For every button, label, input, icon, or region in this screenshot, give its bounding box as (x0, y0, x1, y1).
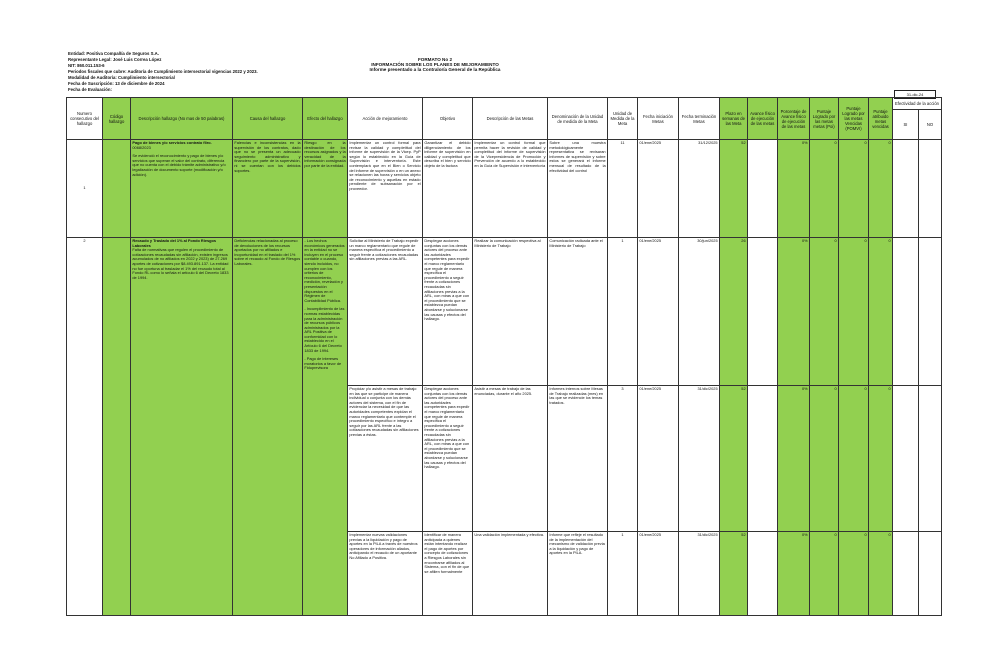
efectividad-no (919, 532, 942, 616)
puntaje-poi: 0 (810, 532, 839, 616)
denominacion-unidad: Informes internos sobre Mesas de Trabajo realizadas (mes) en las que se evidencie los temas tratados. (548, 386, 608, 532)
header-numero: Numero consecutivo del hallazgo (67, 98, 103, 140)
efectividad-si (893, 532, 919, 616)
unidad-medida: 1 (608, 532, 638, 616)
objetivo: Desplegar acciones conjuntas con los demás actores del proceso ante las autoridades competentes para expedir el marco reglamentario que regule de manera específica el procedimiento a seguir frente a cotizaciones recaudadas sin afiliaciones previas a la ARL, con miras a que con el procedimiento que se establezca puedan abordarse y solucionarse las causas y efectos del hallazgo. (423, 386, 473, 532)
hallazgo-descripcion (131, 238, 233, 616)
header-fecha-fin: Fecha terminación Metas (679, 98, 720, 140)
puntaje-pomvi: 0 (839, 532, 869, 616)
porcentaje-avance: 0% (778, 532, 810, 616)
header-pomvi: Puntaje Logrado por las metas Vencidas (POMVI) (839, 98, 869, 140)
puntaje-atribuido: 0 (869, 140, 893, 238)
fecha-fin: 31/12/2025 (679, 140, 720, 238)
efecto-item: - Pago de intereses moratorios a favor de Fiduprevisora (304, 356, 342, 371)
hallazgo-codigo (103, 238, 131, 616)
fecha-fin: 30/jun/2025 (679, 238, 720, 386)
porcentaje-avance: 0% (778, 140, 810, 238)
efectividad-no (919, 238, 942, 386)
puntaje-atribuido: 0 (869, 532, 893, 616)
objetivo: Identificar de manera anticipada a quienes están intentando realizar el pago de aportes por concepto de cotizaciones a Riesgos Laborales sin encontrarse afiliados al Sistema, con el fin de que se afilien formalmente (423, 532, 473, 616)
hallazgo-descripcion (131, 140, 233, 238)
header-fecha-ini: Fecha iniciación Metas (638, 98, 679, 140)
efecto-item: - Los hechos económicos generados en la entidad no se incluyen en el proceso contable o cuando, siendo incluidos, no cumplen con los criterios de reconocimiento, medición, revelación y presentación dispuestos en el Régimen de Contabilidad Pública. (304, 238, 345, 303)
accion-mejoramiento: Implementar un control formal para revisar la calidad y completitud del informe de supervisión de la Vicep. PyP según lo establecido en la Guía de Supervisión e interventoría. Este contemplará que en el Bien o Servicio del informe de supervisión o en un anexo se relacionen las horas y servicios objeto de reconocimiento y aquellas en estado pendiente de subsanación por el proveedor. (348, 140, 423, 238)
meta-modalidad: Modalidad de Auditoría: Cumplimiento intersectorial (68, 75, 175, 80)
hallazgo-titulo: Recaudo y Traslado del 1% al Fondo Riesgos Laborales (132, 238, 217, 248)
unidad-medida: 11 (608, 140, 638, 238)
hallazgo-efecto (303, 238, 348, 616)
puntaje-pomvi: 0 (839, 386, 869, 532)
denominacion-unidad: Sobre una muestra metodológicamente representativa se revisaran informes de supervisión y sobre estos se generará el informe mensual de resultado de la efectividad del control (548, 140, 608, 238)
plazo-semanas: 52 (720, 532, 748, 616)
avance-fisico (748, 140, 778, 238)
porcentaje-avance: 0% (778, 238, 810, 386)
plazo-semanas: 26 (720, 238, 748, 386)
fecha-inicio: 01/ene/2025 (638, 238, 679, 386)
puntaje-poi: 0 (810, 140, 839, 238)
descripcion-metas: Una validación implementada y efectiva. (473, 532, 548, 616)
accion-mejoramiento: Propiciar y/o asistir a mesas de trabajo en las que se participe de manera individual o conjunta con los demás actores del sistema, con el fin de evidenciar la necesidad de que las autoridades competentes expidan el marco reglamentario que contemple el procedimiento específico e íntegro a seguir por las ARL frente a las cotizaciones recaudadas sin afiliaciones previas a éstas. (348, 386, 423, 532)
meta-suscripcion: Fecha de Suscripción: 13 de diciembre de 2024 (68, 81, 165, 86)
objetivo: Garantizar el debido diligenciamiento de los informe de supervisión en calidad y completitud que describa el bien y servicio objeto de la factura (423, 140, 473, 238)
meta-nit: NIT: 860.011.153-6 (68, 63, 105, 68)
format-number: FORMATO No 2 (417, 57, 453, 62)
hallazgo-efecto: Riesgo en la destinación de los recursos asignados y la veracidad de la información consignada por parte de la entidad. (303, 140, 348, 238)
header-desc-metas: Descripción de las Metas (473, 98, 548, 140)
hallazgo-causa: Deficiencias relacionadas al proceso de devoluciones de los recursos aportados por no afiliados e inoportunidad en el traslado del 1% sobre el recaudo al Fondo de Riesgos Laborales. (233, 238, 303, 616)
unidad-medida: 3 (608, 386, 638, 532)
header-objetivo: Objetivo (423, 98, 473, 140)
efecto-item: - Incumplimiento de las normas establecidas para la administración de recursos públicos administrados por la ARL Positiva de conformidad con lo establecido en el Artículo 6 del Decreto 1833 de 1994. (304, 306, 345, 353)
hallazgo-numero: 2 (67, 238, 103, 616)
efectividad-si (893, 238, 919, 386)
header-efectividad: Efectividad de la acción (893, 98, 942, 110)
header-descripcion: Descripción hallazgo (No mas de 50 palabras) (131, 98, 233, 140)
denominacion-unidad: Informe que refleje el resultado de la implementación del mecanismo de validación previa a la liquidación y pago de aportes en la PILA. (548, 532, 608, 616)
efectividad-no (919, 140, 942, 238)
header-atribuido: Puntaje atribuido metas vencidas (869, 98, 893, 140)
plazo-semanas: 52 (720, 140, 748, 238)
avance-fisico (748, 532, 778, 616)
fecha-inicio: 01/ene/2025 (638, 386, 679, 532)
descripcion-metas: Realizar la comunicación respectiva al Ministerio de Trabajo (473, 238, 548, 386)
efectividad-si (893, 386, 919, 532)
header-accion: Acción de mejoramiento (348, 98, 423, 140)
hallazgo-texto: Falta de normativas que regulen el procedimiento de cotizaciones recaudadas sin afiliación, existen ingresos acumulados de no afiliados en 2022 y 2023) de 27.269 aportes de cotizaciones por $8.493.891.137. La entidad no fue oportuna al trasladar el 1% del recaudo total al Fondo RL como lo señala el artículo 6 del Decreto 1833 de 1994. (132, 247, 229, 280)
header-avance: Avance físico de ejecución de las metas (748, 98, 778, 140)
format-subheading: Informe presentado a la Contraloría General de la República (369, 67, 501, 72)
header-porcentaje: Porcentaje de Avance fisico de ejecución de las metas (778, 98, 810, 140)
header-denominacion: Denominación de la Unidad de medida de la Meta (548, 98, 608, 140)
avance-fisico (748, 386, 778, 532)
hallazgo-texto: Se evidenció el reconocimiento y pago de bienes y/o servicios que superan el valor del contrato, diferencia que no cuenta con el debido trámite administrativo y/o legalización de documento soporte (modificación y/o adición). (132, 153, 226, 177)
hallazgo-causa: Falencias e inconsistencias en la supervisión de los contratos, dado que no se presenta un adecuado seguimiento administrativo y financiero por parte de la supervisión, ni se cuentan con los debidos soportes. (233, 140, 303, 238)
hallazgo-ref: 0068/2023 (132, 144, 151, 150)
avance-fisico (748, 238, 778, 386)
hallazgo-codigo (103, 140, 131, 238)
table-row (67, 238, 942, 386)
header-poi: Puntaje Logrado por las metas metas (Poi) (810, 98, 839, 140)
header-si: SI (893, 110, 919, 140)
porcentaje-avance: 0% (778, 386, 810, 532)
header-unidad: Unidad de Medida de la Meta (608, 98, 638, 140)
denominacion-unidad: Comunicación radicada ante el Ministerio de Trabajo (548, 238, 608, 386)
fecha-inicio: 01/ene/2025 (638, 140, 679, 238)
objetivo: Desplegar acciones conjuntas con los demás actores del proceso ante las autoridades competentes para expedir el marco reglamentario que regule de manera específica el procedimiento a seguir frente a cotizaciones recaudadas sin afiliaciones previas a la ARL, con miras a que con el procedimiento que se establezca puedan abordarse y solucionarse las causas y efectos del hallazgo. (423, 238, 473, 386)
fecha-fin: 31/dic/2025 (679, 532, 720, 616)
header-plazo: Plazo en semanas de las Meta (720, 98, 748, 140)
header-causa: Causa del hallazgo (233, 98, 303, 140)
fecha-inicio: 01/ene/2025 (638, 532, 679, 616)
accion-mejoramiento: Implementar nuevas validaciones previas a la liquidación y pago de aportes en la PILA a través de nuestros operadores de información aliados, anticipando el recaudo de un aportante No Afiliado a Positiva. (348, 532, 423, 616)
hallazgo-titulo: Pago de bienes y/o servicios contrato fliro. (132, 140, 212, 145)
format-heading: INFORMACIÓN SOBRE LOS PLANES DE MEJORAMIENTO (371, 62, 499, 67)
table-row (67, 140, 942, 238)
puntaje-pomvi: 0 (839, 140, 869, 238)
descripcion-metas: Asistir a mesas de trabajo de las enunciadas, durante el año 2025. (473, 386, 548, 532)
descripcion-metas: Implementar un control formal que permita hacer la revisión de calidad y completitud del informe de supervisión de la Vicepresidencia de Promoción y Prevención de acuerdo a lo establecido en la Guía de Supervisión e interventoría (473, 140, 548, 238)
plazo-semanas: 52 (720, 386, 748, 532)
header-no: NO (919, 110, 942, 140)
hallazgo-numero: 1 (67, 140, 103, 238)
meta-evaluacion: Fecha de Evaluación: (68, 87, 112, 92)
meta-representante: Representante Legal: José Luis Correa López (68, 57, 162, 62)
header-efecto: Efecto del hallazgo (303, 98, 348, 140)
fecha-fin: 31/dic/2025 (679, 386, 720, 532)
improvement-plan-table (66, 97, 942, 616)
accion-mejoramiento: Solicitar al Ministerio de Trabajo expedir un marco reglamentario que regule de manera específica el procedimiento a seguir frente a cotizaciones recaudadas sin afiliaciones previas a las ARL. (348, 238, 423, 386)
puntaje-atribuido: 0 (869, 386, 893, 532)
efectividad-no (919, 386, 942, 532)
unidad-medida: 1 (608, 238, 638, 386)
header-codigo: Código hallazgo (103, 98, 131, 140)
meta-entidad: Entidad: Positiva Compañía de Seguros S.A. (68, 51, 159, 56)
efectividad-si (893, 140, 919, 238)
puntaje-poi: 0 (810, 386, 839, 532)
meta-periodos: Periodos fiscales que cubre: Auditoría de Cumplimiento intersectorial vigencias 2022 y 2023. (68, 69, 258, 74)
evaluation-date-box: 31-dic-24 (894, 90, 936, 99)
puntaje-poi: 0 (810, 238, 839, 386)
puntaje-atribuido: 0 (869, 238, 893, 386)
puntaje-pomvi: 0 (839, 238, 869, 386)
